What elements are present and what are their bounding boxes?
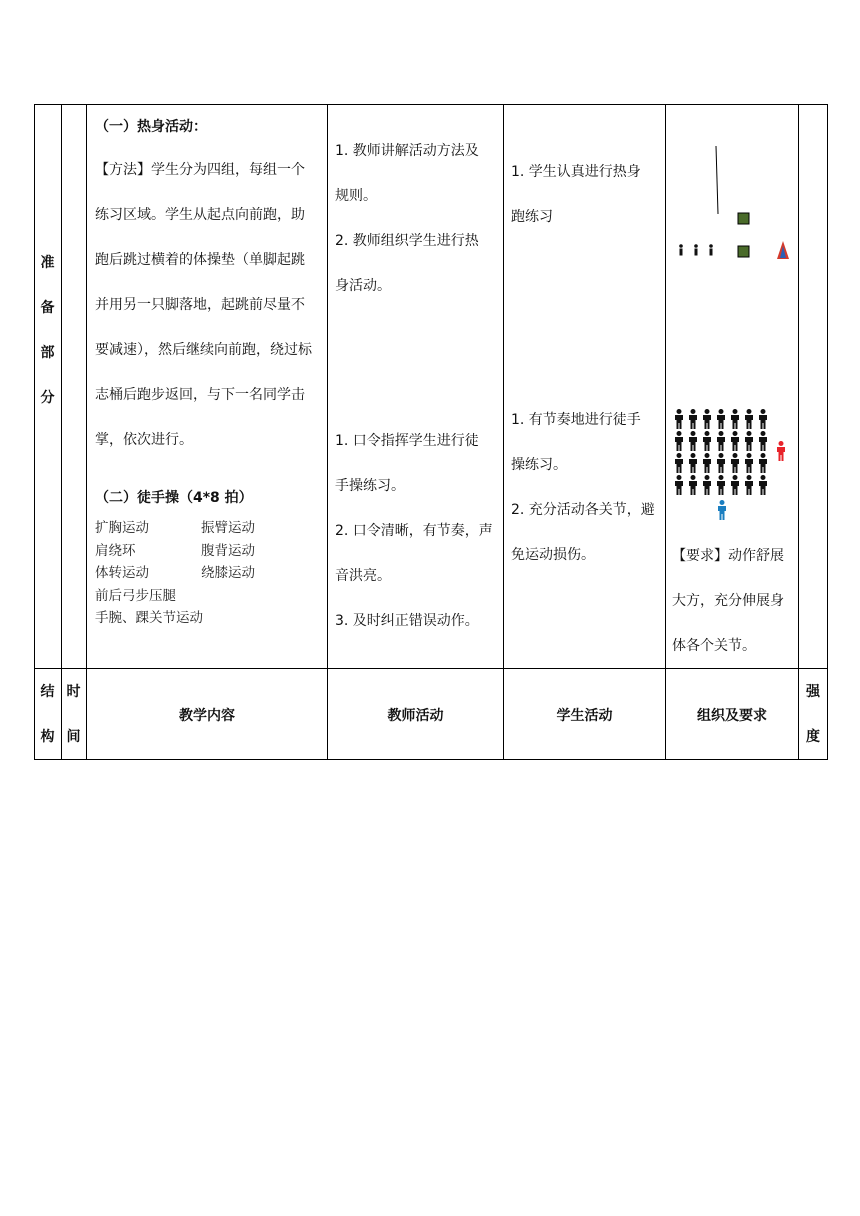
warmup-title: （一）热身活动：	[95, 119, 207, 135]
teacher-line: 2. 口令清晰，有节奏，声	[335, 523, 493, 539]
person-icon	[679, 244, 683, 255]
mat-icon	[738, 213, 749, 224]
method-line: 掌，依次进行。	[95, 432, 193, 448]
teacher-activity-1	[335, 129, 501, 309]
requirement-line: 大方，充分伸展身	[672, 593, 784, 609]
method-line: 要减速），然后继续向前跑，绕过标	[95, 342, 312, 358]
method-line: 跑后跳过横着的体操垫（单脚起跳	[95, 252, 305, 268]
teacher-line: 手操练习。	[335, 478, 405, 494]
student-line: 操练习。	[511, 457, 567, 473]
teaching-content	[95, 114, 325, 630]
column-divider	[665, 104, 666, 760]
student-activity-1	[511, 150, 663, 240]
exercise-item: 腹背运动	[201, 542, 255, 559]
student-line: 1. 有节奏地进行徒手	[511, 412, 641, 428]
teacher-line: 1. 口令指挥学生进行徒	[335, 433, 479, 449]
person-icon	[694, 244, 698, 255]
method-line: 志桶后跑步返回，与下一名同学击	[95, 387, 305, 403]
column-divider	[503, 104, 504, 760]
warmup-diagram	[668, 140, 796, 270]
header-organization: 组织及要求	[697, 708, 767, 724]
header-char: 构	[40, 729, 55, 745]
teacher-icon	[718, 500, 726, 520]
person-icon	[709, 244, 713, 255]
header-char: 结	[40, 684, 55, 700]
header-char: 度	[806, 729, 820, 745]
organization-requirement	[672, 534, 796, 669]
method-line: 并用另一只脚落地，起跳前尽量不	[95, 297, 305, 313]
section-char: 分	[40, 390, 55, 406]
exercise-item: 扩胸运动	[95, 520, 149, 536]
header-student: 学生活动	[556, 708, 613, 724]
start-line	[716, 146, 718, 214]
exercise-item: 前后弓步压腿	[95, 587, 176, 604]
time-header	[61, 670, 86, 760]
requirement-line: 【要求】动作舒展	[672, 548, 784, 564]
mat-icon	[738, 246, 749, 257]
structure-header	[34, 670, 61, 760]
teacher-activity-2	[335, 419, 501, 644]
column-divider	[327, 104, 328, 760]
section-char: 部	[40, 345, 55, 361]
teacher-icon	[777, 441, 785, 461]
teacher-line: 规则。	[335, 188, 377, 204]
teacher-line: 1. 教师讲解活动方法及	[335, 143, 479, 159]
column-divider	[86, 104, 87, 760]
column-divider	[61, 104, 62, 760]
formation-diagram	[668, 404, 798, 524]
student-formation	[675, 409, 767, 495]
section-label	[34, 241, 61, 421]
teacher-line: 2. 教师组织学生进行热	[335, 233, 479, 249]
exercise-title: （二）徒手操（4*8 拍）	[95, 490, 253, 506]
student-line: 免运动损伤。	[511, 547, 595, 563]
exercise-item: 体转运动	[95, 565, 149, 581]
exercise-item: 手腕、踝关节运动	[95, 610, 203, 626]
method-line: 练习区域。学生从起点向前跑，助	[95, 207, 305, 223]
table-border-left	[34, 104, 35, 760]
teacher-line: 身活动。	[335, 278, 391, 294]
header-char: 强	[806, 684, 820, 700]
section-char: 准	[40, 255, 55, 271]
header-content: 教学内容	[179, 708, 235, 724]
intensity-header	[799, 670, 827, 760]
teacher-line: 3. 及时纠正错误动作。	[335, 613, 479, 629]
column-divider	[798, 104, 799, 760]
teacher-line: 音洪亮。	[335, 568, 391, 584]
table-border-bottom	[34, 759, 828, 760]
header-teacher: 教师活动	[387, 708, 444, 724]
section-char: 备	[40, 300, 55, 316]
student-activity-2	[511, 398, 663, 578]
exercise-item: 绕膝运动	[201, 565, 255, 581]
exercise-item: 振臂运动	[201, 520, 255, 536]
exercise-item: 肩绕环	[95, 542, 136, 559]
table-border-top	[34, 104, 828, 105]
table-border-right	[827, 104, 828, 760]
method-line: 【方法】学生分为四组，每组一个	[95, 162, 305, 178]
student-line: 1. 学生认真进行热身	[511, 164, 641, 180]
student-line: 2. 充分活动各关节，避	[511, 502, 655, 518]
student-line: 跑练习	[511, 209, 553, 225]
header-char: 时	[66, 684, 81, 700]
header-char: 间	[66, 729, 81, 745]
requirement-line: 体各个关节。	[672, 638, 756, 654]
